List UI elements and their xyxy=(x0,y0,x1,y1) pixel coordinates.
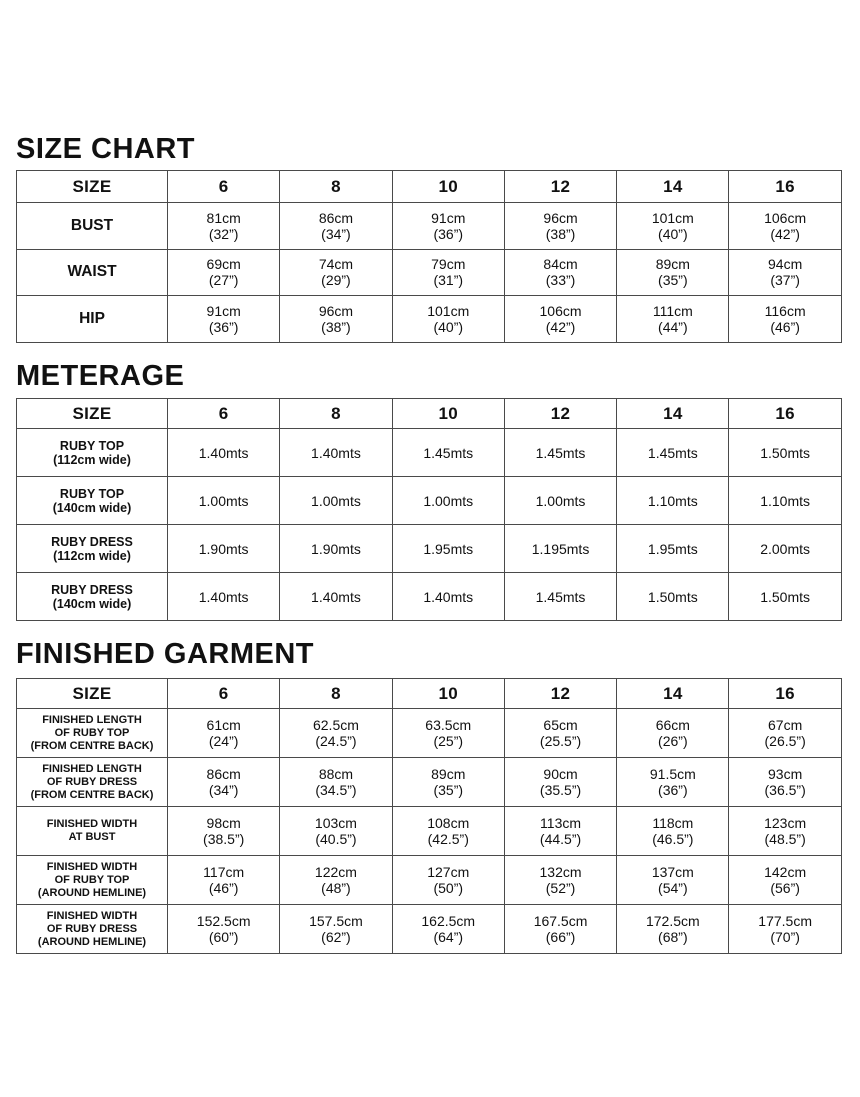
table-cell: 113cm (44.5”) xyxy=(504,807,616,856)
row-label: HIP xyxy=(17,296,168,343)
meterage-title: METERAGE xyxy=(16,360,185,392)
table-cell: 1.45mts xyxy=(504,429,616,477)
column-header-6: 6 xyxy=(168,679,280,709)
table-cell: 132cm (52”) xyxy=(504,856,616,905)
table-cell: 63.5cm (25”) xyxy=(392,709,504,758)
table-cell: 1.45mts xyxy=(617,429,729,477)
table-cell: 93cm (36.5”) xyxy=(729,758,841,807)
table-header-row xyxy=(17,679,842,709)
column-header-8: 8 xyxy=(280,679,392,709)
table-cell: 177.5cm (70”) xyxy=(729,905,841,954)
column-header-16: 16 xyxy=(729,399,841,429)
table-cell: 84cm (33”) xyxy=(504,249,616,296)
table-cell: 122cm (48”) xyxy=(280,856,392,905)
table-cell: 1.00mts xyxy=(280,477,392,525)
table-cell: 96cm (38”) xyxy=(504,203,616,250)
table-cell: 116cm (46”) xyxy=(729,296,841,343)
row-label: RUBY TOP (140cm wide) xyxy=(17,477,168,525)
table-cell: 2.00mts xyxy=(729,525,841,573)
table-cell: 1.45mts xyxy=(504,573,616,621)
size-chart-table xyxy=(16,170,842,343)
table-cell: 91cm (36”) xyxy=(392,203,504,250)
table-row-hem-top xyxy=(17,856,842,905)
table-cell: 96cm (38”) xyxy=(280,296,392,343)
table-cell: 106cm (42”) xyxy=(729,203,841,250)
column-header-6: 6 xyxy=(168,171,280,203)
table-cell: 101cm (40”) xyxy=(617,203,729,250)
table-row-hem-dress xyxy=(17,905,842,954)
table-cell: 111cm (44”) xyxy=(617,296,729,343)
table-cell: 1.00mts xyxy=(168,477,280,525)
row-label: RUBY TOP (112cm wide) xyxy=(17,429,168,477)
row-label: BUST xyxy=(17,203,168,250)
table-cell: 1.00mts xyxy=(504,477,616,525)
finished-garment-title: FINISHED GARMENT xyxy=(16,638,314,670)
row-label: FINISHED WIDTH OF RUBY TOP (AROUND HEMLINE) xyxy=(17,856,168,905)
table-row-ruby-top-112 xyxy=(17,429,842,477)
row-label: RUBY DRESS (112cm wide) xyxy=(17,525,168,573)
table-cell: 98cm (38.5”) xyxy=(168,807,280,856)
column-header-16: 16 xyxy=(729,171,841,203)
table-cell: 1.50mts xyxy=(617,573,729,621)
table-cell: 86cm (34”) xyxy=(280,203,392,250)
column-header-14: 14 xyxy=(617,399,729,429)
table-cell: 61cm (24”) xyxy=(168,709,280,758)
table-cell: 1.95mts xyxy=(392,525,504,573)
table-row-length-top xyxy=(17,709,842,758)
table-cell: 172.5cm (68”) xyxy=(617,905,729,954)
row-label: FINISHED LENGTH OF RUBY DRESS (FROM CENTRE BACK) xyxy=(17,758,168,807)
column-header-8: 8 xyxy=(280,399,392,429)
table-cell: 127cm (50”) xyxy=(392,856,504,905)
table-cell: 108cm (42.5”) xyxy=(392,807,504,856)
column-header-12: 12 xyxy=(504,171,616,203)
table-cell: 106cm (42”) xyxy=(504,296,616,343)
column-header-12: 12 xyxy=(504,679,616,709)
column-header-8: 8 xyxy=(280,171,392,203)
table-cell: 137cm (54”) xyxy=(617,856,729,905)
table-cell: 1.50mts xyxy=(729,429,841,477)
row-label: RUBY DRESS (140cm wide) xyxy=(17,573,168,621)
table-cell: 74cm (29”) xyxy=(280,249,392,296)
table-cell: 86cm (34”) xyxy=(168,758,280,807)
table-cell: 89cm (35”) xyxy=(392,758,504,807)
table-cell: 1.45mts xyxy=(392,429,504,477)
table-cell: 117cm (46”) xyxy=(168,856,280,905)
table-cell: 1.195mts xyxy=(504,525,616,573)
table-cell: 1.10mts xyxy=(617,477,729,525)
table-cell: 101cm (40”) xyxy=(392,296,504,343)
column-header-size: SIZE xyxy=(17,679,168,709)
column-header-10: 10 xyxy=(392,171,504,203)
table-cell: 94cm (37”) xyxy=(729,249,841,296)
table-cell: 1.95mts xyxy=(617,525,729,573)
table-cell: 1.90mts xyxy=(168,525,280,573)
table-cell: 1.10mts xyxy=(729,477,841,525)
meterage-table xyxy=(16,398,842,621)
column-header-14: 14 xyxy=(617,171,729,203)
table-header-row xyxy=(17,399,842,429)
table-cell: 91cm (36”) xyxy=(168,296,280,343)
table-cell: 81cm (32”) xyxy=(168,203,280,250)
table-cell: 1.40mts xyxy=(168,429,280,477)
table-row-bust xyxy=(17,203,842,250)
column-header-12: 12 xyxy=(504,399,616,429)
table-row-hip xyxy=(17,296,842,343)
table-cell: 90cm (35.5”) xyxy=(504,758,616,807)
table-row-width-bust xyxy=(17,807,842,856)
table-cell: 162.5cm (64”) xyxy=(392,905,504,954)
finished-garment-table xyxy=(16,678,842,954)
table-cell: 91.5cm (36”) xyxy=(617,758,729,807)
table-cell: 88cm (34.5”) xyxy=(280,758,392,807)
table-cell: 1.50mts xyxy=(729,573,841,621)
table-cell: 1.40mts xyxy=(280,429,392,477)
table-cell: 123cm (48.5”) xyxy=(729,807,841,856)
table-cell: 157.5cm (62”) xyxy=(280,905,392,954)
table-cell: 1.40mts xyxy=(168,573,280,621)
row-label: FINISHED WIDTH OF RUBY DRESS (AROUND HEMLINE) xyxy=(17,905,168,954)
table-cell: 69cm (27”) xyxy=(168,249,280,296)
column-header-size: SIZE xyxy=(17,171,168,203)
table-cell: 142cm (56”) xyxy=(729,856,841,905)
table-cell: 1.90mts xyxy=(280,525,392,573)
column-header-14: 14 xyxy=(617,679,729,709)
table-cell: 167.5cm (66”) xyxy=(504,905,616,954)
table-cell: 152.5cm (60”) xyxy=(168,905,280,954)
table-cell: 66cm (26”) xyxy=(617,709,729,758)
table-cell: 103cm (40.5”) xyxy=(280,807,392,856)
table-cell: 1.40mts xyxy=(280,573,392,621)
table-cell: 65cm (25.5”) xyxy=(504,709,616,758)
column-header-size: SIZE xyxy=(17,399,168,429)
column-header-10: 10 xyxy=(392,679,504,709)
column-header-10: 10 xyxy=(392,399,504,429)
table-cell: 1.40mts xyxy=(392,573,504,621)
table-cell: 62.5cm (24.5”) xyxy=(280,709,392,758)
table-row-ruby-dress-112 xyxy=(17,525,842,573)
table-cell: 89cm (35”) xyxy=(617,249,729,296)
table-row-ruby-top-140 xyxy=(17,477,842,525)
table-cell: 118cm (46.5”) xyxy=(617,807,729,856)
table-cell: 79cm (31”) xyxy=(392,249,504,296)
column-header-16: 16 xyxy=(729,679,841,709)
column-header-6: 6 xyxy=(168,399,280,429)
table-cell: 67cm (26.5”) xyxy=(729,709,841,758)
row-label: WAIST xyxy=(17,249,168,296)
table-cell: 1.00mts xyxy=(392,477,504,525)
row-label: FINISHED WIDTH AT BUST xyxy=(17,807,168,856)
table-row-ruby-dress-140 xyxy=(17,573,842,621)
size-chart-title: SIZE CHART xyxy=(16,133,195,165)
table-row-waist xyxy=(17,249,842,296)
table-row-length-dress xyxy=(17,758,842,807)
row-label: FINISHED LENGTH OF RUBY TOP (FROM CENTRE BACK) xyxy=(17,709,168,758)
table-header-row xyxy=(17,171,842,203)
